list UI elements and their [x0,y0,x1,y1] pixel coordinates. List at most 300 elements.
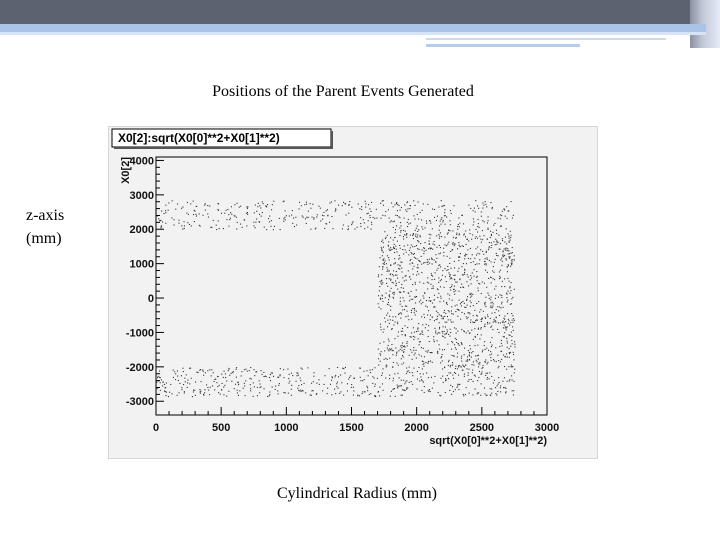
data-point [455,338,456,339]
data-point [458,309,459,310]
data-point [467,274,468,275]
data-point [421,272,422,273]
data-point [460,253,461,254]
data-point [341,382,342,383]
data-point [441,217,442,218]
data-point [236,369,237,370]
data-point [497,306,498,307]
data-point [506,259,507,260]
data-point [485,204,486,205]
data-point [429,244,430,245]
x-tick-label: 1500 [339,422,364,434]
data-point [431,273,432,274]
data-point [485,393,486,394]
data-point [448,310,449,311]
data-point [487,323,488,324]
data-point [513,318,514,319]
data-point [476,303,477,304]
data-point [381,218,382,219]
data-point [437,340,438,341]
data-point [453,242,454,243]
data-point [358,204,359,205]
data-point [412,262,413,263]
data-point [482,208,483,209]
data-point [205,210,206,211]
data-point [509,352,510,353]
data-point [264,227,265,228]
data-point [439,332,440,333]
data-point [395,262,396,263]
data-point [340,391,341,392]
chart-title: X0[2]:sqrt(X0[0]**2+X0[1]**2) [118,131,280,145]
data-point [187,387,188,388]
data-point [412,359,413,360]
data-point [181,389,182,390]
data-point [490,305,491,306]
data-point [342,205,343,206]
data-point [418,327,419,328]
data-point [383,329,384,330]
data-point [511,332,512,333]
data-point [393,206,394,207]
data-point [427,315,428,316]
data-point [484,283,485,284]
data-point [327,215,328,216]
data-point [480,239,481,240]
data-point [498,322,499,323]
data-point [457,229,458,230]
data-point [208,390,209,391]
data-point [469,354,470,355]
data-point [383,390,384,391]
data-point [348,226,349,227]
data-point [335,211,336,212]
data-point [406,316,407,317]
data-point [157,388,158,389]
data-point [415,314,416,315]
data-point [280,368,281,369]
data-point [377,378,378,379]
data-point [217,376,218,377]
data-point [475,336,476,337]
data-point [444,331,445,332]
data-point [473,339,474,340]
data-point [444,212,445,213]
data-point [386,263,387,264]
data-point [202,370,203,371]
data-point [495,320,496,321]
data-point [224,213,225,214]
data-point [174,219,175,220]
data-point [487,322,488,323]
data-point [429,241,430,242]
data-point [485,375,486,376]
data-point [196,206,197,207]
data-point [331,201,332,202]
data-point [496,395,497,396]
data-point [435,272,436,273]
data-point [402,277,403,278]
data-point [512,320,513,321]
data-point [269,392,270,393]
data-point [408,292,409,293]
data-point [386,267,387,268]
z-axis-label-line1: z-axis [26,207,65,224]
data-point [470,279,471,280]
data-point [501,359,502,360]
data-point [400,304,401,305]
data-point [250,367,251,368]
data-point [410,205,411,206]
data-point [418,241,419,242]
data-point [403,357,404,358]
data-point [432,263,433,264]
data-point [469,229,470,230]
data-point [504,255,505,256]
data-point [389,218,390,219]
data-point [286,215,287,216]
data-point [401,207,402,208]
data-point [437,318,438,319]
data-point [391,391,392,392]
data-point [366,370,367,371]
data-point [323,212,324,213]
data-point [473,305,474,306]
data-point [388,304,389,305]
data-point [430,315,431,316]
data-point [405,249,406,250]
data-point [442,360,443,361]
data-point [502,281,503,282]
data-point [263,203,264,204]
data-point [488,249,489,250]
data-point [336,383,337,384]
data-point [257,395,258,396]
data-point [361,206,362,207]
data-point [504,210,505,211]
data-point [418,219,419,220]
data-point [477,345,478,346]
data-point [305,392,306,393]
data-point [364,392,365,393]
data-point [417,389,418,390]
data-point [398,216,399,217]
data-point [489,354,490,355]
data-point [487,272,488,273]
data-point [436,311,437,312]
data-point [279,375,280,376]
data-point [505,326,506,327]
data-point [283,201,284,202]
data-point [253,222,254,223]
data-point [485,317,486,318]
data-point [199,225,200,226]
data-point [427,352,428,353]
data-point [466,387,467,388]
data-point [470,233,471,234]
data-point [509,287,510,288]
data-point [319,384,320,385]
data-point [218,392,219,393]
data-point [422,334,423,335]
data-point [389,259,390,260]
data-point [237,203,238,204]
data-point [412,384,413,385]
data-point [381,250,382,251]
data-point [380,298,381,299]
data-point [493,359,494,360]
data-point [464,313,465,314]
data-point [466,299,467,300]
data-point [428,283,429,284]
data-point [504,286,505,287]
data-point [395,215,396,216]
data-point [401,284,402,285]
data-point [322,215,323,216]
data-point [412,284,413,285]
data-point [352,223,353,224]
data-point [219,385,220,386]
data-point [450,210,451,211]
data-point [291,389,292,390]
data-point [400,385,401,386]
data-point [510,335,511,336]
data-point [446,245,447,246]
data-point [390,310,391,311]
data-point [420,373,421,374]
data-point [299,202,300,203]
data-point [469,313,470,314]
root-title-box-shadow [331,131,333,148]
data-point [481,216,482,217]
data-point [259,205,260,206]
data-point [262,212,263,213]
data-point [165,387,166,388]
data-point [280,229,281,230]
data-point [230,212,231,213]
data-point [507,218,508,219]
data-point [472,351,473,352]
data-point [414,296,415,297]
data-point [498,218,499,219]
data-point [324,228,325,229]
data-point [418,274,419,275]
data-point [461,343,462,344]
data-point [485,258,486,259]
data-point [482,239,483,240]
data-point [476,236,477,237]
data-point [507,271,508,272]
data-point [181,375,182,376]
data-point [461,305,462,306]
data-point [335,376,336,377]
data-point [310,229,311,230]
data-point [399,205,400,206]
data-point [405,335,406,336]
data-point [509,281,510,282]
data-point [472,234,473,235]
data-point [404,309,405,310]
data-point [420,376,421,377]
data-point [499,278,500,279]
data-point [391,202,392,203]
data-point [417,264,418,265]
data-point [464,374,465,375]
data-point [428,361,429,362]
data-point [448,365,449,366]
data-point [345,203,346,204]
data-point [464,274,465,275]
data-point [429,234,430,235]
data-point [458,224,459,225]
data-point [390,306,391,307]
data-point [256,219,257,220]
data-point [505,388,506,389]
data-point [432,352,433,353]
data-point [439,236,440,237]
data-point [424,251,425,252]
data-point [490,302,491,303]
data-point [297,388,298,389]
data-point [407,226,408,227]
data-point [262,374,263,375]
data-point [382,282,383,283]
data-point [439,314,440,315]
data-point [471,330,472,331]
data-point [491,393,492,394]
data-point [338,376,339,377]
data-point [482,350,483,351]
data-point [397,210,398,211]
data-point [508,253,509,254]
data-point [474,328,475,329]
data-point [400,210,401,211]
data-point [386,315,387,316]
data-point [410,259,411,260]
data-point [449,311,450,312]
data-point [439,328,440,329]
data-point [447,293,448,294]
data-point [406,343,407,344]
data-point [463,287,464,288]
data-point [406,306,407,307]
data-point [364,222,365,223]
data-point [419,341,420,342]
data-point [461,344,462,345]
data-point [447,234,448,235]
data-point [500,226,501,227]
data-point [401,380,402,381]
data-point [401,331,402,332]
data-point [475,355,476,356]
data-point [469,393,470,394]
data-point [462,245,463,246]
root-title-box-shadow [114,147,333,149]
data-point [439,322,440,323]
data-point [508,320,509,321]
data-point [490,231,491,232]
data-point [503,251,504,252]
data-point [450,274,451,275]
data-point [247,206,248,207]
data-point [461,284,462,285]
data-point [401,313,402,314]
data-point [195,395,196,396]
data-point [438,289,439,290]
data-point [405,381,406,382]
data-point [310,203,311,204]
data-point [421,316,422,317]
data-point [413,234,414,235]
data-point [410,235,411,236]
data-point [343,395,344,396]
data-point [165,205,166,206]
data-point [512,252,513,253]
data-point [308,211,309,212]
data-point [458,343,459,344]
data-point [457,385,458,386]
data-point [384,262,385,263]
data-point [423,314,424,315]
data-point [173,370,174,371]
data-point [351,207,352,208]
data-point [493,266,494,267]
data-point [337,382,338,383]
data-point [501,215,502,216]
data-point [182,229,183,230]
data-point [403,362,404,363]
data-point [464,269,465,270]
data-point [423,374,424,375]
data-point [463,246,464,247]
data-point [174,225,175,226]
data-point [508,323,509,324]
data-point [494,289,495,290]
data-point [320,220,321,221]
data-point [247,371,248,372]
data-point [512,326,513,327]
data-point [413,350,414,351]
data-point [394,292,395,293]
data-point [434,217,435,218]
data-point [446,333,447,334]
data-point [504,336,505,337]
data-point [512,390,513,391]
data-point [382,383,383,384]
data-point [444,334,445,335]
data-point [486,395,487,396]
data-point [349,204,350,205]
data-point [383,263,384,264]
data-point [452,355,453,356]
data-point [498,242,499,243]
data-point [511,366,512,367]
data-point [460,366,461,367]
data-point [510,253,511,254]
data-point [470,262,471,263]
data-point [308,217,309,218]
data-point [396,283,397,284]
data-point [426,324,427,325]
data-point [451,394,452,395]
data-point [506,329,507,330]
data-point [480,395,481,396]
data-point [476,277,477,278]
data-point [397,323,398,324]
data-point [452,244,453,245]
data-point [430,352,431,353]
data-point [375,396,376,397]
